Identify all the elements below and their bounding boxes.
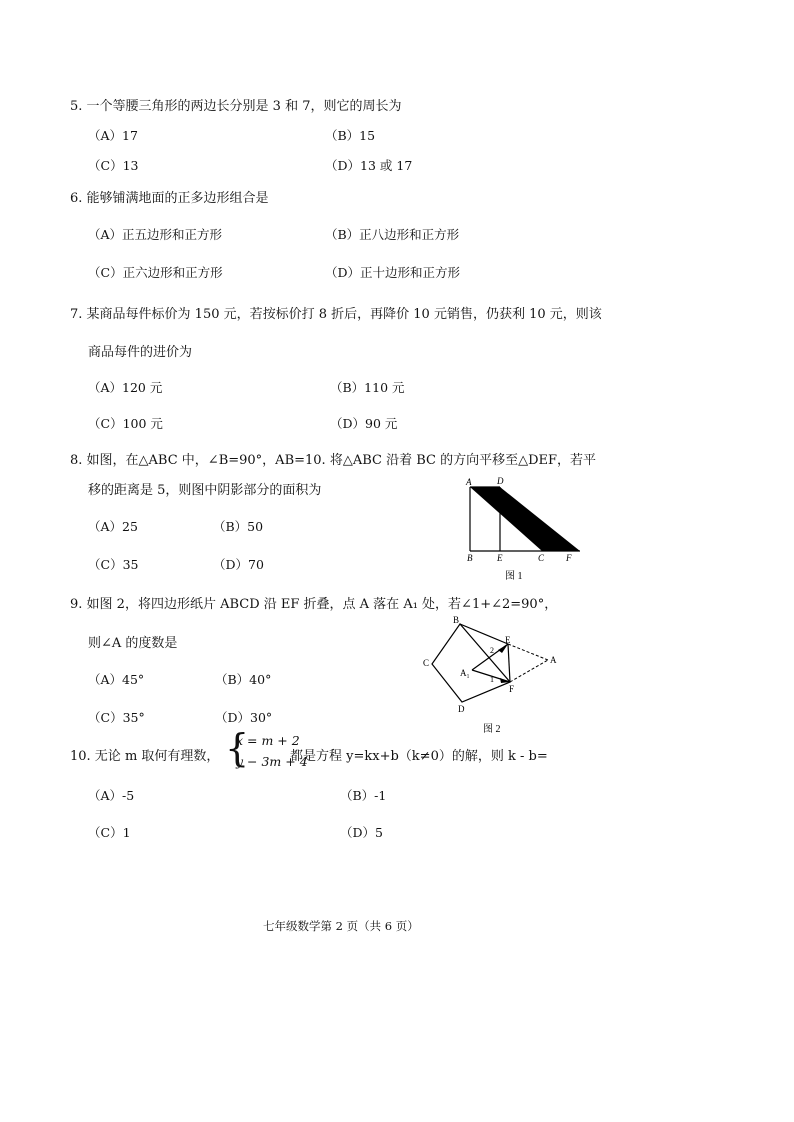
question-6-option-d: （D）正十边形和正方形 bbox=[325, 265, 461, 280]
system-brace: { bbox=[225, 726, 250, 770]
question-10-stem-pre: 10. 无论 m 取何有理数， bbox=[70, 749, 220, 764]
question-8-option-a: （A）25 bbox=[88, 519, 138, 534]
label-d: D bbox=[497, 476, 504, 486]
question-7-stem-line2: 商品每件的进价为 bbox=[88, 345, 193, 360]
label-a: A bbox=[466, 477, 472, 487]
question-5-option-b: （B）15 bbox=[325, 128, 376, 143]
question-5-stem: 5. 一个等腰三角形的两边长分别是 3 和 7，则它的周长为 bbox=[70, 99, 402, 114]
question-7-option-a: （A）120 元 bbox=[88, 380, 163, 395]
shaded-region bbox=[470, 487, 580, 551]
label-a1: A₁ bbox=[460, 668, 470, 678]
figure-2 bbox=[420, 614, 570, 738]
question-8-option-d: （D）70 bbox=[213, 557, 264, 572]
question-5-option-c: （C）13 bbox=[88, 158, 139, 173]
question-6-option-b: （B）正八边形和正方形 bbox=[325, 227, 460, 242]
question-10-option-a: （A）-5 bbox=[88, 788, 135, 803]
question-10-stem-post: 都是方程 y=kx+b（k≠0）的解，则 k - b= bbox=[290, 749, 548, 764]
question-9-option-c: （C）35° bbox=[88, 710, 145, 725]
question-9-stem-line1: 9. 如图 2，将四边形纸片 ABCD 沿 EF 折叠，点 A 落在 A₁ 处，若∠1+∠2=90°， bbox=[70, 597, 558, 612]
question-9-option-d: （D）30° bbox=[215, 710, 273, 725]
label-f: F bbox=[509, 684, 515, 694]
question-5-option-a: （A）17 bbox=[88, 128, 138, 143]
label-angle-1: 1 bbox=[490, 675, 494, 684]
question-8-option-c: （C）35 bbox=[88, 557, 139, 572]
question-7-option-b: （B）110 元 bbox=[330, 380, 405, 395]
label-b: B bbox=[467, 553, 473, 563]
question-10-option-d: （D）5 bbox=[340, 825, 383, 840]
figure-2-caption: 图 2 bbox=[483, 724, 501, 735]
label-b: B bbox=[453, 615, 460, 625]
label-e: E bbox=[505, 635, 511, 645]
system-eq1: x = m + 2 bbox=[236, 733, 300, 748]
question-8-stem-line1: 8. 如图，在△ABC 中，∠B=90°，AB=10. 将△ABC 沿着 BC 的方向平移至△DEF，若平 bbox=[70, 453, 597, 468]
label-angle-2: 2 bbox=[490, 646, 494, 655]
label-f: F bbox=[566, 553, 572, 563]
dashed-ea bbox=[508, 644, 548, 660]
label-a: A bbox=[550, 655, 557, 665]
page-footer: 七年级数学第 2 页（共 6 页） bbox=[263, 919, 419, 933]
question-9-stem-line2: 则∠A 的度数是 bbox=[88, 636, 178, 651]
question-7-option-d: （D）90 元 bbox=[330, 416, 398, 431]
segment-be bbox=[460, 624, 508, 644]
label-d: D bbox=[458, 704, 465, 714]
quadrilateral-edges bbox=[432, 624, 510, 702]
label-c: C bbox=[423, 658, 430, 668]
question-7-option-c: （C）100 元 bbox=[88, 416, 163, 431]
label-e: E bbox=[497, 553, 503, 563]
question-8-option-b: （B）50 bbox=[213, 519, 264, 534]
question-7-stem-line1: 7. 某商品每件标价为 150 元，若按标价打 8 折后，再降价 10 元销售，仍获利 10 元，则该 bbox=[70, 307, 602, 322]
figure-1-caption: 图 1 bbox=[505, 571, 523, 582]
question-9-option-b: （B）40° bbox=[215, 672, 272, 687]
question-8-stem-line2: 移的距离是 5，则图中阴影部分的面积为 bbox=[88, 483, 322, 498]
angle-2-mark bbox=[498, 644, 508, 653]
dashed-fa bbox=[510, 660, 548, 682]
question-10-option-b: （B）-1 bbox=[340, 788, 387, 803]
question-6-option-c: （C）正六边形和正方形 bbox=[88, 265, 223, 280]
question-6-option-a: （A）正五边形和正方形 bbox=[88, 227, 223, 242]
fold-line-ef bbox=[508, 644, 510, 682]
system-eq2: y − 3m + 4 bbox=[236, 754, 308, 769]
figure-1 bbox=[460, 474, 590, 584]
question-5-option-d: （D）13 或 17 bbox=[325, 158, 413, 173]
question-10-option-c: （C）1 bbox=[88, 825, 131, 840]
question-9-option-a: （A）45° bbox=[88, 672, 145, 687]
label-c: C bbox=[538, 553, 545, 563]
question-6-stem: 6. 能够铺满地面的正多边形组合是 bbox=[70, 191, 269, 206]
